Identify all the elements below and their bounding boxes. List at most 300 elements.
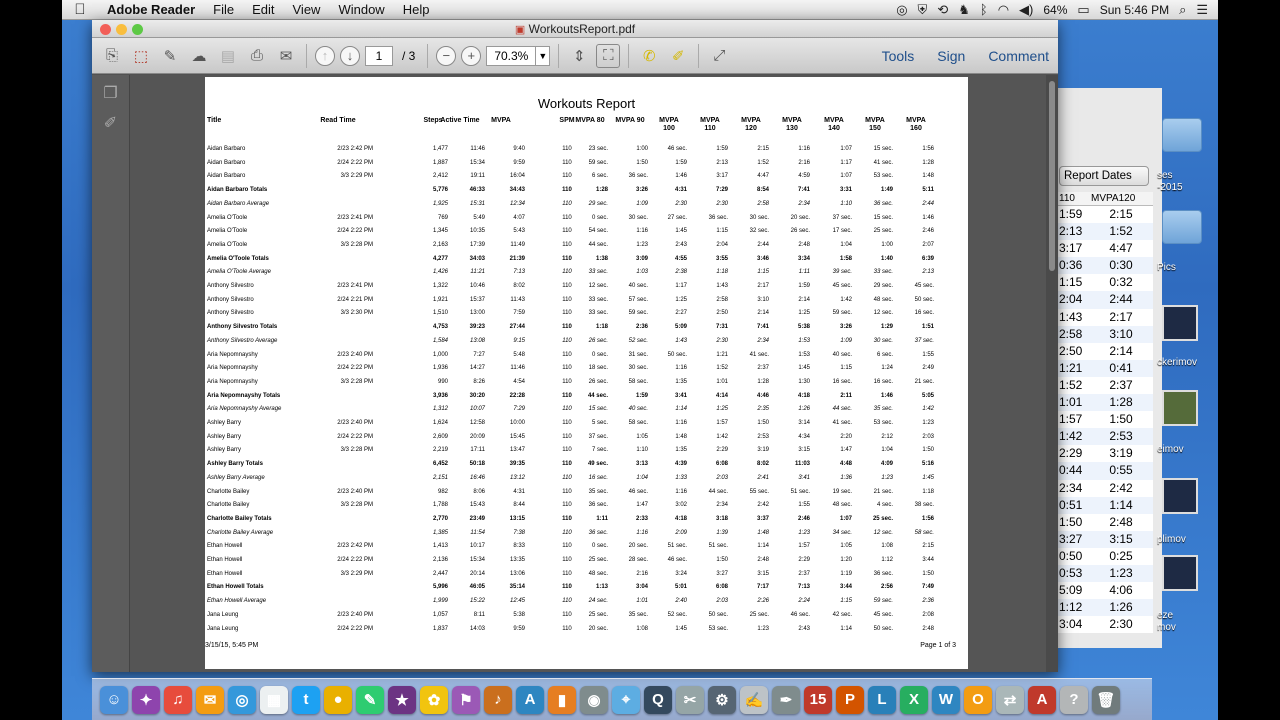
table-cell: 4,753	[432, 324, 448, 331]
list-item[interactable]	[1057, 428, 1153, 445]
table-row	[205, 198, 968, 212]
table-row	[205, 362, 968, 376]
table-cell: 21:39	[509, 255, 525, 262]
table-cell: 2/23 2:41 PM	[337, 283, 373, 289]
textedit-icon[interactable]: ✍	[740, 686, 768, 714]
table-cell: Amelia O'Toole	[207, 214, 248, 221]
table-cell: 2,770	[432, 515, 448, 522]
table-cell: 1:01	[636, 598, 648, 605]
ical-icon[interactable]: 15	[804, 686, 832, 714]
garageband-icon[interactable]: ♪	[484, 686, 512, 714]
table-cell: 1:59	[798, 283, 810, 289]
menu-view[interactable]: View	[292, 2, 321, 17]
window-titlebar[interactable]	[92, 20, 1058, 38]
previous-page-button[interactable]: ↑	[315, 46, 335, 66]
list-item[interactable]	[1057, 548, 1153, 565]
table-cell: 2:53	[757, 433, 769, 440]
table-cell: 1:09	[840, 337, 852, 344]
table-row	[205, 307, 968, 321]
clock[interactable]: Sun 5:46 PM	[1099, 2, 1170, 17]
table-cell: 1:33	[675, 474, 687, 481]
table-row	[205, 170, 968, 184]
table-cell: 1:25	[716, 406, 728, 413]
table-cell: 1:53	[798, 351, 810, 358]
table-cell: Ashley Barry Average	[207, 474, 265, 481]
report-dates-button[interactable]: Report Dates	[1059, 166, 1149, 186]
list-cell: 1:50	[1059, 514, 1083, 529]
table-cell: 8:06	[473, 488, 485, 495]
table-cell: 1:25	[798, 310, 810, 317]
next-page-button[interactable]: ↓	[340, 46, 360, 66]
battery-percent[interactable]: 64%	[1043, 2, 1068, 17]
photos-icon[interactable]: ✿	[420, 686, 448, 714]
table-cell: 3/3 2:29 PM	[340, 570, 373, 577]
table-cell: 2:12	[881, 433, 893, 440]
table-cell: 5,996	[432, 584, 448, 591]
table-cell: 10:46	[469, 283, 485, 289]
zoom-in-button[interactable]: +	[461, 46, 481, 66]
table-cell: 1:42	[922, 406, 934, 413]
list-cell: 1:52	[1059, 377, 1083, 392]
list-cell: 0:44	[1059, 463, 1083, 478]
list-cell: 2:58	[1059, 326, 1083, 341]
target-icon[interactable]: ◎	[896, 1, 908, 17]
itunes-icon[interactable]: ♫	[164, 686, 192, 714]
close-button[interactable]	[100, 24, 111, 35]
table-cell: 2:29	[798, 557, 810, 563]
table-cell: Aria Nepomnayshy Average	[207, 406, 282, 413]
chevron-down-icon[interactable]: ▼	[535, 47, 549, 65]
table-cell: 2:29	[716, 447, 728, 454]
list-item[interactable]	[1057, 582, 1153, 599]
table-cell: 8:02	[756, 461, 769, 468]
table-cell: 1,936	[432, 365, 448, 372]
list-item[interactable]	[1057, 531, 1153, 548]
save-icon[interactable]: ▤	[220, 47, 236, 65]
table-cell: 110	[562, 433, 572, 440]
table-cell: 37 sec.	[588, 433, 608, 440]
table-cell: 4:39	[674, 461, 687, 468]
adobe-reader-window[interactable]	[92, 20, 1058, 672]
list-cell: 1:15	[1059, 275, 1083, 290]
wifi-icon[interactable]: ◠	[997, 1, 1010, 17]
table-cell: 35 sec.	[588, 488, 608, 495]
bluetooth-icon[interactable]: ᛒ	[979, 2, 988, 17]
excel-icon[interactable]: X	[900, 686, 928, 714]
tools-link[interactable]: Tools	[881, 47, 915, 64]
table-cell: 2:44	[757, 241, 769, 248]
email-icon[interactable]: ✉	[279, 47, 293, 65]
table-cell: 110	[562, 598, 572, 605]
list-item[interactable]	[1057, 497, 1153, 514]
menu-app-name[interactable]: Adobe Reader	[107, 2, 196, 17]
table-cell: 11:46	[470, 146, 485, 152]
attachments-icon[interactable]: ✐	[103, 115, 118, 132]
fit-page-icon[interactable]: ⛶	[596, 44, 620, 68]
print-icon[interactable]: ⎙	[250, 47, 263, 64]
apple-icon[interactable]	[62, 1, 98, 18]
fit-width-icon[interactable]: ⇕	[573, 47, 586, 65]
folder-icon[interactable]	[1162, 118, 1202, 152]
volume-icon[interactable]: ◀)	[1019, 1, 1034, 17]
toolbar	[92, 38, 1058, 74]
list-item[interactable]	[1057, 616, 1153, 633]
finder-icon[interactable]: ☺	[100, 686, 128, 714]
table-cell: 2:58	[716, 296, 728, 303]
evernote-elephant-icon[interactable]: ♞	[958, 1, 970, 17]
table-cell: 3:15	[757, 570, 769, 577]
list-cell: 1:59	[1059, 207, 1083, 221]
table-cell: Ashley Barry Totals	[207, 461, 263, 468]
table-cell: 7:27	[473, 351, 485, 358]
report-title: Workouts Report	[537, 96, 636, 111]
document-area[interactable]	[130, 75, 1058, 672]
table-row	[205, 212, 968, 226]
list-cell: 4:06	[1109, 583, 1133, 598]
table-cell: Ashley Barry	[207, 447, 242, 454]
table-cell: 30 sec.	[628, 365, 648, 372]
background-window[interactable]	[1056, 88, 1162, 648]
table-cell: 26 sec.	[790, 228, 810, 235]
list-cell: 3:17	[1059, 241, 1083, 256]
systemprefs-icon[interactable]: ⚙	[708, 686, 736, 714]
table-cell: 10:17	[469, 543, 485, 550]
table-cell: 7:41	[756, 324, 769, 331]
list-cell: 2:37	[1109, 377, 1133, 392]
table-cell: 3:13	[635, 461, 648, 468]
table-cell: 36 sec.	[588, 502, 608, 509]
table-cell: 2:07	[922, 241, 934, 248]
scroll-thumb[interactable]	[1049, 81, 1055, 271]
table-cell: Aria Nepomnayshy	[207, 351, 258, 358]
table-cell: 2:13	[922, 269, 934, 276]
table-cell: 1:11	[798, 269, 810, 276]
lync-icon[interactable]: L	[868, 686, 896, 714]
table-cell: 1:00	[881, 241, 893, 248]
table-cell: 52 sec.	[628, 337, 648, 344]
list-item[interactable]	[1057, 360, 1153, 377]
movie-file-icon[interactable]	[1162, 390, 1198, 426]
table-cell: 2/23 2:40 PM	[337, 488, 373, 495]
outlook-icon[interactable]: O	[964, 686, 992, 714]
table-cell: 4:31	[674, 187, 687, 194]
table-cell: 48 sec.	[588, 570, 608, 577]
calendar-icon[interactable]: ▦	[260, 686, 288, 714]
table-cell: 7:41	[797, 187, 810, 194]
table-cell: 3:09	[635, 255, 648, 262]
list-cell: 0:41	[1109, 360, 1133, 375]
table-cell: 41 sec.	[832, 420, 852, 426]
list-cell: 1:28	[1109, 395, 1133, 410]
highlight-icon[interactable]: ✐	[672, 47, 685, 65]
table-cell: Charlotte Bailey	[207, 502, 250, 509]
table-cell: 2/24 2:21 PM	[337, 296, 373, 303]
table-cell: 11:49	[510, 241, 525, 248]
table-cell: 20 sec.	[588, 625, 608, 632]
table-cell: Amelia O'Toole Totals	[207, 255, 269, 262]
table-cell: 34:43	[509, 187, 525, 194]
powerpoint-icon[interactable]: P	[836, 686, 864, 714]
table-cell: Aria Nepomnayshy Totals	[207, 392, 281, 399]
preview-icon[interactable]: ◉	[580, 686, 608, 714]
table-cell: 18 sec.	[588, 365, 608, 372]
table-cell: 1:39	[716, 529, 728, 536]
create-pdf-icon[interactable]: ⎘	[105, 47, 118, 64]
trash-icon[interactable]: 🗑	[1092, 686, 1120, 714]
table-cell: 2/23 2:41 PM	[337, 214, 373, 221]
list-item[interactable]	[1057, 565, 1153, 582]
table-cell: 15:37	[469, 296, 485, 303]
table-cell: 7:49	[921, 584, 934, 591]
table-cell: 110	[562, 310, 572, 317]
table-cell: 33 sec.	[873, 269, 893, 276]
list-cell: 2:15	[1109, 207, 1133, 221]
table-cell: 1:46	[922, 214, 934, 221]
acrobat-icon[interactable]: A	[1028, 686, 1056, 714]
table-cell: 36 sec.	[873, 570, 893, 577]
table-cell: 8:54	[756, 187, 769, 194]
table-cell: 3:10	[757, 296, 769, 303]
menu-edit[interactable]: Edit	[252, 2, 275, 17]
table-cell: 1:57	[716, 420, 728, 426]
battery-icon[interactable]: ▭	[1077, 1, 1090, 17]
list-item[interactable]	[1057, 309, 1153, 326]
sign-link[interactable]: Sign	[937, 47, 966, 64]
movie-file-icon[interactable]	[1162, 478, 1198, 514]
table-cell: 5:01	[674, 584, 687, 591]
gamecenter-icon[interactable]: ⚑	[452, 686, 480, 714]
table-cell: 4:59	[798, 173, 810, 180]
table-cell: 53 sec.	[873, 173, 893, 180]
imovie-icon[interactable]: ★	[388, 686, 416, 714]
table-cell: 5,776	[432, 187, 448, 194]
table-cell: 2:09	[675, 529, 687, 536]
list-item[interactable]	[1057, 599, 1153, 616]
screenshot-icon[interactable]: ✂	[676, 686, 704, 714]
appstore-icon[interactable]: A	[516, 686, 544, 714]
table-cell: 110	[562, 543, 572, 550]
table-cell: 1:09	[636, 200, 648, 207]
list-item[interactable]	[1057, 206, 1153, 223]
table-row	[205, 157, 968, 171]
table-cell: 3/3 2:30 PM	[340, 310, 373, 317]
table-cell: 4 sec.	[876, 502, 893, 509]
movie-file-icon[interactable]	[1162, 555, 1198, 591]
list-item[interactable]	[1057, 326, 1153, 343]
table-cell: 12 sec.	[873, 310, 893, 317]
comment-link[interactable]: Comment	[988, 47, 1049, 64]
time-machine-icon[interactable]: ⟲	[937, 1, 949, 17]
list-item[interactable]	[1057, 291, 1153, 308]
list-cell: 2:17	[1109, 309, 1133, 324]
word-icon[interactable]: W	[932, 686, 960, 714]
table-cell: 0 sec.	[591, 351, 608, 358]
zoom-out-button[interactable]: −	[436, 46, 456, 66]
evernote-icon[interactable]: ✎	[356, 686, 384, 714]
table-cell: Ashley Barry	[207, 433, 242, 440]
column-header: MVPA 110	[700, 117, 720, 132]
table-cell: 769	[437, 214, 448, 221]
table-cell: 7 sec.	[591, 447, 608, 454]
cloud-upload-icon[interactable]: ☁	[191, 47, 207, 65]
table-row	[205, 431, 968, 445]
table-cell: 2:16	[636, 570, 648, 577]
table-cell: 15:22	[469, 598, 485, 605]
table-cell: 42 sec.	[832, 611, 852, 618]
table-cell: 1:15	[757, 269, 769, 276]
table-cell: 2/24 2:22 PM	[337, 625, 373, 632]
table-cell: 6 sec.	[591, 173, 608, 180]
minimize-button[interactable]	[116, 24, 127, 35]
table-cell: 26 sec.	[588, 378, 608, 385]
table-cell: 1:42	[840, 296, 852, 303]
help-icon[interactable]: ?	[1060, 686, 1088, 714]
table-cell: 1:07	[839, 515, 852, 522]
scanner-icon[interactable]: ⌖	[612, 686, 640, 714]
list-cell: 2:48	[1109, 514, 1133, 529]
list-item[interactable]	[1057, 257, 1153, 274]
table-cell: 2:40	[675, 598, 687, 605]
safari-icon[interactable]: ◎	[228, 686, 256, 714]
table-cell: 1,057	[432, 611, 448, 618]
menu-help[interactable]: Help	[402, 2, 430, 17]
table-cell: 1:23	[757, 625, 769, 632]
table-cell: 4:18	[674, 515, 687, 522]
table-cell: 2:04	[716, 241, 728, 248]
mail-icon[interactable]: ✉	[196, 686, 224, 714]
table-cell: 110	[562, 365, 572, 372]
chrome-icon[interactable]: ●	[324, 686, 352, 714]
table-cell: 2/24 2:22 PM	[337, 228, 373, 235]
sticky-note-icon[interactable]: ✆	[643, 47, 656, 65]
table-cell: 1:59	[635, 392, 648, 399]
table-cell: 1,921	[432, 296, 448, 303]
table-cell: 5:11	[922, 187, 934, 194]
table-row	[205, 458, 968, 472]
table-cell: 1,510	[432, 310, 448, 317]
table-cell: 30 sec.	[749, 214, 769, 221]
column-header: MVPA 120	[741, 117, 761, 132]
zoom-select[interactable]	[486, 46, 550, 66]
table-cell: 13:15	[509, 515, 525, 522]
table-cell: 8:33	[513, 543, 525, 550]
separator	[628, 44, 629, 68]
table-cell: 1:50	[757, 420, 769, 426]
page-thumbnails-icon[interactable]: ❐	[103, 85, 118, 102]
list-item[interactable]	[1057, 445, 1153, 462]
table-cell: 11:43	[510, 296, 525, 303]
list-item[interactable]	[1057, 480, 1153, 497]
list-item[interactable]	[1057, 377, 1153, 394]
column-header: SPM	[559, 117, 575, 124]
table-cell: Jana Leung	[207, 625, 239, 632]
migration-icon[interactable]: ⇄	[996, 686, 1024, 714]
table-cell: 5:38	[513, 611, 525, 618]
table-cell: 34 sec.	[832, 529, 852, 536]
table-cell: 16 sec.	[832, 378, 852, 385]
table-cell: 110	[562, 584, 572, 591]
launchpad-icon[interactable]: ✦	[132, 686, 160, 714]
column-header: Steps	[423, 117, 443, 124]
table-cell: 110	[562, 159, 572, 166]
table-cell: 1:42	[716, 433, 728, 440]
list-cell: 2:50	[1059, 343, 1083, 358]
menu-file[interactable]: File	[213, 2, 235, 17]
table-cell: 1:05	[840, 543, 852, 550]
list-cell: 2:42	[1109, 480, 1133, 495]
twitter-icon[interactable]: t	[292, 686, 320, 714]
table-cell: 7:31	[715, 324, 728, 331]
vertical-scrollbar[interactable]	[1046, 75, 1058, 672]
table-cell: 110	[562, 392, 572, 399]
table-cell: 25 sec.	[873, 228, 893, 235]
page-number-input[interactable]: 1	[365, 46, 393, 66]
ibooks-icon[interactable]: ▮	[548, 686, 576, 714]
table-cell: 40 sec.	[628, 283, 648, 289]
list-cell: 0:51	[1059, 497, 1083, 512]
table-cell: 2:30	[716, 337, 728, 344]
table-cell: 110	[562, 611, 572, 618]
table-cell: 14:27	[469, 365, 485, 372]
list-item[interactable]	[1057, 240, 1153, 257]
export-pdf-icon[interactable]: ⬚	[133, 47, 149, 65]
table-cell: 1:47	[636, 502, 648, 509]
table-cell: 11:03	[794, 461, 810, 468]
table-cell: 44 sec.	[588, 241, 608, 248]
edit-pdf-icon[interactable]: ✎	[163, 47, 177, 65]
column-header: Active Time	[440, 117, 480, 124]
table-cell: 21 sec.	[873, 488, 893, 495]
table-cell: 2:30	[716, 200, 728, 207]
table-cell: 13:08	[469, 337, 485, 344]
list-item[interactable]	[1057, 274, 1153, 291]
spotlight-icon[interactable]: ⌕	[1179, 1, 1187, 17]
table-cell: 2:17	[757, 283, 769, 289]
table-cell: 1:28	[595, 187, 608, 194]
list-item[interactable]	[1057, 343, 1153, 360]
table-cell: 110	[562, 515, 572, 522]
list-item[interactable]	[1057, 223, 1153, 240]
table-cell: 5:48	[513, 351, 525, 358]
quicktime-icon[interactable]: Q	[644, 686, 672, 714]
fullscreen-icon[interactable]: ⤢	[713, 47, 726, 64]
list-item[interactable]	[1057, 462, 1153, 479]
list-item[interactable]	[1057, 411, 1153, 428]
table-cell: 33 sec.	[588, 296, 608, 303]
list-item[interactable]	[1057, 394, 1153, 411]
column-header: MVPA 150	[865, 117, 885, 132]
list-item[interactable]	[1057, 514, 1153, 531]
table-cell: 2:14	[798, 296, 810, 303]
list-cell: 0:50	[1059, 548, 1083, 563]
table-cell: 35 sec.	[628, 611, 648, 618]
notification-center-icon[interactable]: ☰	[1196, 1, 1208, 17]
zoom-button[interactable]	[132, 24, 143, 35]
folder-icon[interactable]	[1162, 210, 1202, 244]
shield-icon[interactable]: ⛨	[917, 1, 928, 17]
col-header: 110	[1059, 193, 1075, 204]
menu-window[interactable]: Window	[338, 2, 385, 17]
desktop-label: eze	[1157, 610, 1174, 621]
movie-file-icon[interactable]	[1162, 305, 1198, 341]
table-cell: 2/23 2:42 PM	[337, 146, 373, 152]
table-cell: 1,584	[432, 337, 448, 344]
table-cell: 110	[562, 488, 572, 495]
table-cell: 2:14	[757, 310, 769, 317]
table-cell: 6 sec.	[876, 351, 893, 358]
table-row	[205, 184, 968, 198]
scripteditor-icon[interactable]: ✒	[772, 686, 800, 714]
